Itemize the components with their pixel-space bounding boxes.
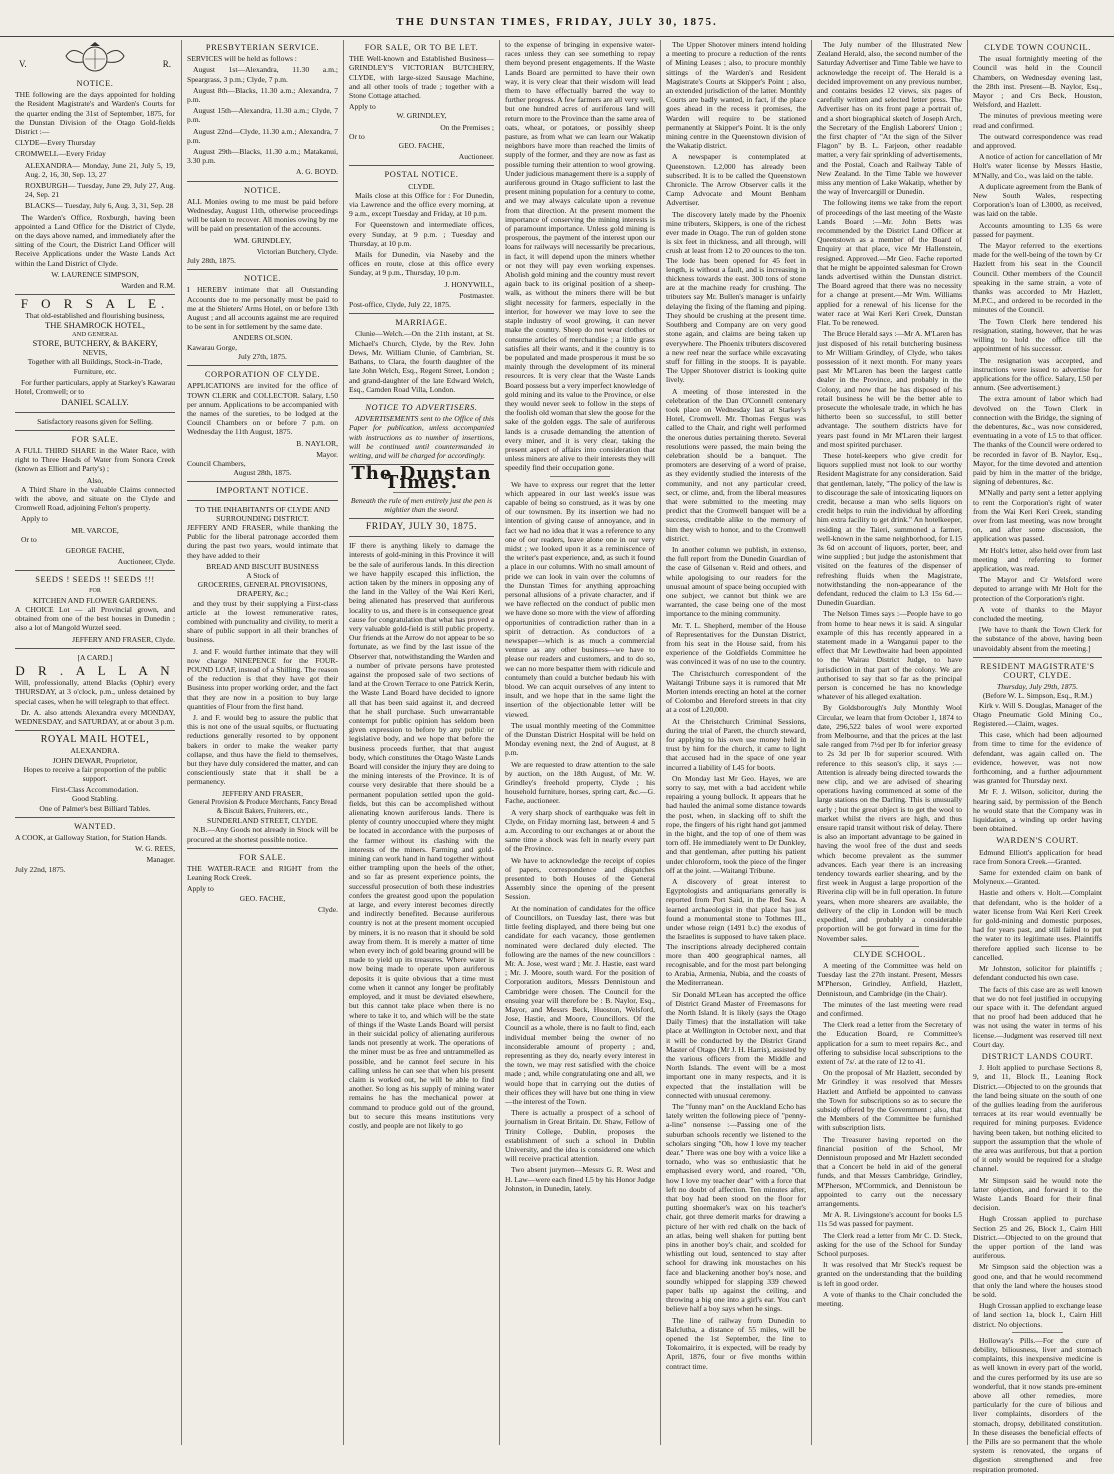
warden-para: Hastie and others v. Holt.—Complaint that defendant, who is the holder of a water license from Wai Keri Keri Creek for gold-mining and domestic purposes, had for years past, and still failed to put the water to its legitimate uses. Plaintiffs therefore applied such license to be cancelled.	[973, 888, 1102, 962]
grindley-date: July 28th, 1875.	[187, 256, 236, 266]
billiard: One of Palmer's best Billiard Tables.	[39, 803, 151, 813]
jf-body-2: and they trust by their supplying a First-class article at the lowest remunerative rates, combined with punctuality and civility, to merit a share of public support in all their branches of business.	[187, 598, 338, 645]
rm-court-heading: RESIDENT MAGISTRATE'S COURT, CLYDE.	[980, 661, 1095, 680]
seeds-body: A CHOICE Lot — all Provincial grown, and obtained from one of the best houses in Dunedin ; also a lot of Mangold Wurzel seed.	[15, 604, 175, 633]
warden-para: Edmund Elliott's application for head race from Sonora Creek.—Granted.	[973, 847, 1102, 866]
warden-note: The Warden's Office, Roxburgh, having been appointed a Land Office for the District of Clyde, on the days above named, and immediately after the sitting of the Court, the District Land Officer will Receive Applications under the Waste Lands Act within the Land District of Clyde.	[15, 212, 175, 268]
royal-place: ALEXANDRA.	[70, 746, 120, 756]
rm-para: Mr F. J. Wilson, solicitor, during the hearing said, by permission of the Bench he would state that the Company was in liquidation, a winding up order having been obtained.	[973, 787, 1102, 834]
forsale2-heading: FOR SALE.	[71, 434, 119, 444]
apply-to: Apply to	[349, 102, 376, 112]
school-para: The minutes of the last meeting were read and confirmed.	[817, 999, 962, 1018]
presbyterian-line: August 15th—Alexandra, 11.30 a.m.; Clyde, 7 p.m.	[187, 106, 338, 125]
naylor-title: Mayor.	[316, 449, 338, 459]
news-para: The discovery lately made by the Phoenix mine tributers, Skippers, is one of the richest ever made in Otago. The run of golden stone is six feet in thickness, and all through, will crush at least from 12 to 20 ounces to the ton. The lode has been opened for 45 feet in length, is without a fault, and is increasing in thickness towards the east. 300 tons of stone are at the machine ready for crushing. The tributers say Mr. Bullen's manager is unfairly delaying the fixing of the flaming and piping. They should be crushing at the present time. Southberg and Company are on very good stone again, and claims are being taken up everywhere. The Phoenix tributers discovered a new reef near the surface while excavating stuff for filling in the stoops. It is payable. The Upper Shotover district is looking quite lively.	[666, 209, 806, 385]
news-para: Sir Donald M'Lean has accepted the office of District Grand Master of Freemasons for the North Island. It is likely (says the Otago Daily Times) that the installation will take place at Wellington in October next, and that it will be conducted by the District Grand Master of Otago (Mr J. H. Harris), assisted by the various officers from the Middle and North Islands. The event will be a most important one in many respects, and it is expected that the installation will be connected with unusual ceremony.	[666, 989, 806, 1100]
warden-para: The facts of this case are as well known that we do not feel justified in occupying our space with it. The defendant argued that no proof had been adduced that he was not using the water in terms of his license.—Judgment was reserved till next Court day.	[973, 984, 1102, 1049]
jf-trade: General Provision & Produce Merchants, Fancy Bread & Biscuit Bakers, Fruiterers, etc.,	[188, 798, 337, 816]
news-para: The July number of the Illustrated New Zealand Herald, also, the second number of the Saturday Advertiser and Time Table we have to acknowledge the receipt of. The Herald is a decided improvement on any previous number, and contains besides 12 views, six pages of carefully written and selected letter press. The Advertiser has on its front page a portrait of, and a short biographical sketch of Joseph Arch, the Secretary of the English Laborers' Union ; the first chapter of "At the sign of the Silver Flagon" by B. L. Farjeon, other readable matter, a very fair sprinkling of advertisements, and the Postal, Coach and Railway Table of New Zealand. In the Time Table we however miss any mention of Lake Wakatip, whether by the way of Invercargill or Dunedin.	[817, 40, 962, 197]
council-para: The outward correspondence was read and approved.	[973, 131, 1102, 151]
also: Also,	[86, 475, 104, 485]
council-para: A vote of thanks to the Mayor concluded the meeting.	[973, 604, 1102, 623]
columns	[10, 40, 1106, 1474]
court-alexandra: ALEXANDRA— Monday, June 21, July 5, 19, Aug. 2, 16, 30, Sep. 13, 27	[25, 160, 175, 179]
grindley-title: Victorian Butchery, Clyde.	[256, 246, 338, 256]
nevis: NEVIS,	[82, 348, 108, 358]
royal-heading: ROYAL MAIL HOTEL,	[40, 734, 150, 746]
sale-body: THE Well-known and Established Business—GRINDLEY'S VICTORIAN BUTCHERY, CLYDE, with large-sized Sausage Machine, and all other tools of trade ; together with a Stone Cottage attached.	[349, 54, 494, 101]
warden-title: Warden and R.M.	[121, 281, 175, 291]
council-para: Accounts amounting to L35 6s were passed for payment.	[973, 220, 1102, 239]
warden-court-heading: WARDEN'S COURT.	[996, 836, 1079, 846]
fache-title: Auctioneer.	[458, 152, 494, 162]
rm-para: This case, which had been adjourned from time to time for the evidence of defendant, was again called on. The evidence, however, was not now forthcoming, and a further adjournment was granted for Thursday next.	[973, 730, 1102, 786]
marriage-body: Clunie—Welch.—On the 21th instant, at St. Michael's Church, Clyde, by the Rev. John Dews, Mr. William Clunie, of Cambrian, St. Bathans, to Clara, the fourth daughter of the late John Welch, Esq., Regent Street, London ; and grand-daughter of the late Edward Welch, Esq., Camden Road Villa, London.	[349, 329, 494, 394]
dateline: FRIDAY, JULY 30, 1875.	[365, 521, 478, 532]
stabling: Good Stabling.	[72, 794, 118, 804]
notice2-heading: NOTICE.	[244, 274, 281, 284]
seeds-for: FOR	[89, 587, 101, 594]
varcoe: MR. VARCOE,	[71, 525, 119, 535]
council-para: [We have to thank the Town Clerk for the substance of the above, having been unavoidably absent from the meeting.]	[973, 625, 1102, 653]
seeds-heading: SEEDS ! SEEDS !! SEEDS !!!	[35, 575, 155, 585]
notice1-heading: NOTICE.	[244, 185, 281, 195]
satisfactory: Satisfactory reasons given for Selling.	[37, 416, 153, 426]
fache-place: Clyde.	[317, 904, 338, 914]
holloway-ad: Holloway's Pills.—For the cure of debility, biliousness, liver and stomach complaints, this inexpensive medicine is as well known in every part of the world, and the cures performed by its use are so wonderful, that it now stands pre-eminent above all other remedies, more particularly for the cure of bilious and liver complaints, disorders of the stomach, dropsy, debilitated constitution. In these diseases the beneficial effects of the Pills are so permanent that the whole system is renovated, the organs of digestion strengthened and free respiration promoted.	[973, 1335, 1102, 1474]
jf-body: JEFFERY AND FRASER, while thanking the Public for the liberal patronage accorded them during the past two years, would intimate that they have added to their	[187, 522, 338, 560]
olson-date: July 27th, 1875.	[238, 351, 287, 361]
royal-crest-block	[15, 42, 175, 76]
lands-para: Mr Simpson said the objection was a good one, and that he would recommend that only the land where the houses stood be sold.	[973, 1262, 1102, 1299]
editorial: IF there is anything likely to damage the interests of gold-mining in this Province it will be the sale of auriferous lands. In this direction we have happily escaped this infliction, the action taken by the miners in opposing any of the land in the Valley of the Wai Keri Keri, being alienated has preserved that auriferous locality to us, and there is in consequence great cause for congratulation that what has proved a very valuable gold-field is still public property. Our friends at the Arrow do not appear to be so fortunate, as we find by the last issue of the Observer that, notwithstanding the Warden and a number of private persons have protested against the proposed sale of two sections of land at the Crown Terrace to one Patrick Kerin, the Waste Land Board have decided to ignore all that has been said against it, and decreed that he shall purchase. Such unwarrantable contempt for public opinion has seldom been given expression to before by any public or legislative body, and we hope that before the business proceeds further, that that august body, which constitutes the Otago Waste Lands Board will consider the injury they are doing to the mining interests of the Province. It is of course very desirable that there should be a permanent population settled upon the gold-fields, but this can be accomplished without alienating known auriferous lands. There is plenty of country unoccupied where they might be located in accordance with the purposes of the farmer without its clashing with the interests of the miners. Farming and gold-mining can work hand in hand together without either trampling upon the heels of the other, and so far as present experience points, the successful prosecution of both these industries confers the greatest good upon the population at large, and every interest becomes directly and indirectly benefited. Because auriferous country is not at the present moment occupied by miners, it is no reason that it should be sold away from them. It is merely a matter of time when every inch of gold bearing ground will be made to yield up its treasures. Where water is now being made to operate upon auriferous deposits it is quite obvious that a time must come when it cannot any longer be profitably employed, and it must be deviated elsewhere, but this cannot take place when there is no where to take it to, and which will be the state of things if the Waste Lands Board will persist in their suicidal policy of alienating auriferous lands not presently at work. The operations of the miner must be as free and untrammelled as possible, and he cannot feel secure in his calling unless he can see that when his present claim is worked out, he will be able to find another. So long as his supply of mining water remains he has the mechanical power at command to produce gold out of the ground, but to secure this means institutions very costly, and people are not likely to go	[349, 541, 494, 1130]
postal-body-3: Mails for Dunedin, via Naseby and the offices en route, close at this office every Sunday, at 9 p.m., Thursday, 10 p.m.	[349, 250, 494, 278]
council-para: M'Nally and party sent a letter applying to rent the Corporation's right of water from the Wai Keri Keri Creek, standing over from last meeting, was now brought on, and after some discussion, the application was passed.	[973, 488, 1102, 544]
postal-heading: POSTAL NOTICE.	[384, 170, 459, 180]
postal-body-2: For Queenstown and intermediate offices, every Sunday, at 9 p.m. ; Tuesday and Thursday, at 10 p.m.	[349, 220, 494, 248]
news-para: These hotel-keepers who give credit for liquors supplied must not look to our worthy Resident Magistrate for any consideration. Said that gentleman, lately, "The policy of the law is to discourage the sale of intoxicating liquors on credit, because a man who sells liquors on credit helps to ruin the individual by affording him extra facility to get drink." An hotelkeeper, residing at the Taieri, summoned a farmer, well-known in the same neighborhood, for L15 3s 6d on account of liquors, porter, beer, and wine supplied ; but judge the astonishment that visited on the features of the dispenser of refreshing fluids when the Magistrate, notwithstanding the non-appearance of the defendant, reduced the claim to L3 15s 6d.—Dunedin Guardian.	[817, 450, 962, 608]
seeds-kitchen: KITCHEN AND FLOWER GARDENS.	[32, 595, 158, 605]
notice2-body: I HEREBY intimate that all Outstanding Accounts due to me personally must be paid to me at the Shieters' Arms Hotel, on or before 13th August ; and all accounts against me are required to be sent in for settlement by the same date.	[187, 285, 338, 332]
presbyterian-line: August 1st—Alexandra, 11.30 a.m.; Speargrass, 3 p.m.; Clyde, 7 p.m.	[187, 65, 338, 84]
corporation-body: APPLICATIONS are invited for the office of TOWN CLERK and COLLECTOR. Salary, L50 per annum. Applications to be accompanied with the names of the sureties, to be lodged at the Council Chambers on or before 7 p.m. on Wednesday the 11th August, 1875.	[187, 381, 338, 437]
council-para: The extra amount of labor which had devolved on the Town Clerk in connection with the Bridge, the signing of the debentures, &c., was now considered, eventuating in a vote of L5 to that officer. The thanks of the Council were ordered to be recorded in favor of B. Naylor, Esq., Mayor, for the time devoted and attention paid by him in the matter of the bridge, signing of debentures, &c.	[973, 394, 1102, 487]
chambers: Council Chambers,	[187, 458, 246, 468]
news-para: We have to express our regret that the letter which appeared in our last week's issue was capable of being so construed, as it was by one of our townsmen. By its insertion we had no intention of giving cause of annoyance, and in fact we had no idea that it was a reference to any one of our readers, leave alone one in our very midst ; we looked upon it as a reminiscence of the writer's past experience, and, as such it found a place in our columns. With no small amount of pride we can look in vain over the columns of the Dunstan Times for anything approaching personal allusions of a private character, and if we have reflected on the conduct of public men we have done so more with the view of affording opportunities of contradiction rather than in a spirit of detraction. As conductors of a newspaper—which is as much a commercial venture as any other business—we have to please our readers and customers, and to do so, we can no more bespatter them with ridicule and contumely than could a butcher bedaub his with blood. We can acquit ourselves of any intent to insult, and we hope that in the same light the insertion of the objectionable letter will be viewed.	[505, 479, 655, 719]
masthead-title: THE DUNSTAN TIMES, FRIDAY, JULY 30, 1875.	[396, 16, 718, 28]
third-share: A Third Share in the valuable Claims connected with the above, and situate on the Clyde and Cromwell Road, adjoining Felton's property.	[15, 484, 175, 513]
jf-signature: JEFFERY AND FRASER,	[222, 788, 303, 798]
crest-left-letter: V.	[19, 59, 27, 69]
news-para: Two absent jurymen—Messrs G. R. West and H. Law—were each fined L5 by his Honor Judge Johnston, in Dunedin, lately.	[505, 1165, 655, 1193]
news-para: A newspaper is contemplated at Queenstown. L2,000 has already been subscribed. It is to be called the Queenstown Chronicle. The Arrow Observer calls it the Camp Advocate and Mount Benham Advertiser.	[666, 152, 806, 208]
jf-street: SUNDERLAND STREET, CLYDE.	[207, 816, 318, 826]
chambers-date: August 28th, 1875.	[233, 468, 292, 478]
news-para: The Nelson Times says :—People have to go from home to hear news it is said. A singular example of this has recently appeared in a statement made in a Wanganui paper to the effect that Mr Lewthwaite had been appointed to the Wairau District Judge, to have jurisdiction in that part of the colony. We are authorised to say that so far as the principal person is concerned he has no knowledge whatever of his alleged exaltation.	[817, 609, 962, 702]
news-para: A meeting of those interested in the celebration of the Dan O'Connell centenary took place on Wednesday last at Starkey's Hotel, Cromwell. Mr. Thomas Fergus was called to the Chair, and right well performed the onerous duties pertaining thereto. Several resolutions were passed, the main being the celebration should be a banquet. The promoters are deserving of a word of praise, as they evidently studied the interests of the community, and not any particular creed, sect, or clime, and, from the liberal measures that were submitted to the meeting may predict that the Cromwell banquet will be a success, creditable alike to the memory of him they wish to honor, and to the Cromwell district.	[666, 386, 806, 543]
lands-para: Hugh Crossan applied to purchase Section 25 and 26, Block I., Cairn Hill District.—Objected to on the ground that the upper portion of the land was auriferous.	[973, 1214, 1102, 1261]
particulars: For further particulars, apply at Starkey's Kawarau Hotel, Cromwell; or to	[15, 377, 175, 397]
column-2	[181, 40, 343, 1445]
dewar: JOHN DEWAR, Proprietor,	[52, 755, 138, 765]
rm-date: Thursday, July 29th, 1875.	[997, 682, 1078, 692]
lands-para: J. Holt applied to purchase Sections 8, 9, and 11, Block II., Leaning Rock District.—Objected to on the grounds that the land being situate on the south of one of the gullies leading from the auriferous terraces at its rear would eventually be required for mining purposes. Evidence having been taken, but nothing elicited to support the assumption that the whole of the area was auriferous, but that a portion of it only would be required for a sludge channel.	[973, 1063, 1102, 1174]
lands-para: Hugh Crossan applied to exchange lease of land section 1a, block I., Cairn Hill district. No objections.	[973, 1301, 1102, 1329]
naylor: B. NAYLOR,	[296, 438, 338, 448]
presbyterian-line: August 8th—Blacks, 11.30 a.m.; Alexandra, 7 p.m.	[187, 85, 338, 105]
crest-right-letter: R.	[162, 59, 171, 69]
warden-signature: W. LAURENCE SIMPSON,	[51, 269, 139, 279]
news-para: Mr. T. L. Shepherd, member of the House of Representatives for the Dunstan District, from his seat in the House said, from his experience of the Goldfields Committee he was convinced it was of no use to the country.	[666, 620, 806, 667]
boyd-signature: A. G. BOYD.	[296, 167, 338, 177]
presbyterian-intro: SERVICES will be held as follows :	[187, 54, 297, 64]
forsale-heading: F O R S A L E.	[20, 296, 170, 312]
news-para: The "funny man" on the Auckland Echo has lately written the following piece of "penny-a-line" nonsense :—Passing one of the suburban schools recently we listened to the scholars singing "Oh, how I love my teacher dear." There was one boy with a voice like a tornado, who was so enthusiastic that he emphasised every word, and roared, "Oh, how I love my teacher dear" with a force that left no doubt of affection. Ten minutes after, that boy had been stood on the floor for putting shoemaker's wax on his teacher's chair, got three demerit marks for drawing a picture of her with red chalk on the back of an atlas, being well shaken for putting bent pins in another boy's chair, and scolded for whistling out loud, sentenced to stay after school for drawing ink moustaches on his face and blackening another boy's nose, and soundly whipped for slapping 339 chewed paper balls up against the ceiling, and throwing a big one into a girl's ear. You can't believe half a boy says when he sings.	[666, 1101, 806, 1314]
school-para: The Treasurer having reported on the financial position of the School, Mr Dennistoun proposed and Mr Hazlett seconded that a Concert be held in aid of the general funds, and that Messrs Cambridge, Grindley, M'Pherson, M'Cormmick, and Dennistoun be appointed to carry out the necessary arrangements.	[817, 1134, 962, 1208]
council-para: The resignation was accepted, and instructions were issued to advertise for applications for the office. Salary, L50 per annum. (See advertisement.)	[973, 355, 1102, 393]
premises: On the Premises ;	[440, 122, 494, 132]
presbyterian-heading: PRESBYTERIAN SERVICE.	[205, 43, 320, 52]
shamrock-general: AND GENERAL	[71, 330, 119, 338]
news-para: On Monday last Mr Geo. Hayes, we are sorry to say, met with a bad accident while repairing a young bullock. It appears that he had hauled the animal some distance towards the post, when, in slacking off to shift the rope, the fingers of his right hand got jammed in the hight, and the top of one of them was torn off. He immediately went to Dr Dunkley, and that gentleman, after putting his patient under chloroform, took the piece of the finger off at the joint. —Waitangi Tribune.	[666, 773, 806, 875]
dewar-body: Hopes to receive a fair proportion of the public support.	[23, 764, 167, 783]
sale-heading: FOR SALE, OR TO BE LET.	[364, 43, 479, 52]
card-label: [A CARD.]	[77, 652, 113, 662]
allan-heading: D R . A L L A N	[15, 662, 175, 678]
olson-place: Kawarau Gorge,	[187, 342, 238, 352]
groceries: GROCERIES, GENERAL PROVISIONS, DRAPERY, &c.;	[197, 580, 328, 599]
column-7	[967, 40, 1107, 1474]
presbyterian-line: August 22nd—Clyde, 11.30 a.m.; Alexandra, 7 p.m.	[187, 126, 338, 145]
council-para: The Town Clerk here tendered his resignation, stating, however, that he was willing to hold the office till the appointment of his successor.	[973, 316, 1102, 354]
court-roxburgh: ROXBURGH— Tuesday, June 29, July 27, Aug. 24, Sep. 21	[25, 181, 175, 200]
seeds-signature: JEFFERY AND FRASER, Clyde.	[72, 634, 175, 644]
together-line: Together with all Buildings, Stock-in-Trade, Furniture, etc.	[27, 357, 163, 376]
notice-body: THE following are the days appointed for holding the Resident Magistrate's and Warden's Courts for the quarter ending the 31st of September, 1875, for the Dunstan Division of the Otago Gold-fields District :—	[15, 90, 175, 137]
postal-body: Mails close at this Office for : For Dunedin, via Lawrence and the office every morning, at 9 a.m., except Tuesday and Friday, at 10 p.m.	[349, 190, 494, 219]
warden-para: Same for extended claim on bank of Molyneux.—Granted.	[973, 868, 1102, 887]
advertisers-heading: NOTICE TO ADVERTISERS.	[365, 402, 478, 412]
notice1-body: ALL Monies owing to me must be paid before Wednesday, August 11th, otherwise proceedings will be taken to recover. All monies owing by me will be paid on presentation of the accounts.	[187, 196, 338, 234]
warden-para: Mr Johnston, solicitor for plaintiffs ; defendant conducted his own case.	[973, 964, 1102, 983]
apply-to: Apply to	[21, 514, 48, 524]
school-para: A meeting of the Committee was held on Tuesday last the 27th instant. Present, Messrs M'Pherson, Grindley, Attfield, Hazlett, Dennistoun, and Cambridge (in the Chair).	[817, 960, 962, 998]
advertisers-body: ADVERTISEMENTS sent to the Office of this Paper for publication, unless accompanied with instructions as to number of insertions, will be continued until countermanded in writing, and will be charged for accordingly.	[349, 414, 494, 460]
marriage-heading: MARRIAGE.	[395, 318, 448, 328]
wanted-body: A COOK, at Galloway Station, for Station Hands.	[15, 833, 167, 843]
council-para: The Mayor referred to the exertions made for the well-being of the town by Cr Hazlett from his seat in the Council Council. Other members of the Council speaking in the same strain, a vote of thanks was accorded to Mr Hazlett, M.P.C., and ordered to be recorded in the minutes of the Council.	[973, 241, 1102, 315]
column-6	[811, 40, 967, 1445]
news-para: The usual monthly meeting of the Committee of the Dunstan District Hospital will be held on Monday evening next, the 2nd of August, at 8 p.m.	[505, 720, 655, 758]
council-para: The Mayor and Cr Welsford were deputed to arrange with Mr Holt for the protection of the Corporation's right.	[973, 575, 1102, 603]
news-para: The Bruce Herald says :—Mr A. M'Laren has just disposed of his retail butchering business to Mr William Grindley, of Clyde, who takes possession of it next month. For many years past Mr M'Laren has been the largest cattle dealer in the Province, and probably in the Colony, and now that he has disposed of his retail business he will be the better able to prosecute the wholesale trade, in which he has hitherto been so successful, to still better advantage. The southern districts have for years past found in Mr M'Laren their largest and most spirited purchaser.	[817, 329, 962, 449]
school-para: The Clerk read a letter from Mr C. D. Steck, asking for the use of the School for Sunday School purposes.	[817, 1230, 962, 1258]
news-para: The Upper Shotover miners intend holding a meeting to procure a reduction of the rents of Mining Leases ; also, to procure monthly sittings of the Warden's and Resident Magistrate's Courts at Skipper's Point ; also, an extended jurisdiction of the latter. Monthly Courts are badly wanted, in fact, if the place goes ahead in the recess it promises, the Warden will require to be stationed permanently at Skipper's Point. It is the only mining centre in the Queenstown division of the Wakatip district.	[666, 40, 806, 151]
rm-para: Kirk v. Will S. Douglas, Manager of the Otago Pneumatic Gold Mining Co., Registered.—Claim, wages.	[973, 700, 1102, 729]
news-para: We are requested to draw attention to the sale by auction, on the 18th August, of Mr. W. Grindley's freehold property, Clyde ; his household furniture, horses, spring cart, &c.—G. Fache, auctioneer.	[505, 759, 655, 806]
presbyterian-line: August 29th—Blacks, 11.30 a.m.; Matakanui, 3.30 p.m.	[187, 147, 338, 166]
store-line: STORE, BUTCHERY, & BAKERY,	[32, 338, 158, 349]
district-lands-heading: DISTRICT LANDS COURT.	[981, 1051, 1094, 1061]
news-para: The Christchurch correspondent of the Waitangi Tribune says it is rumored that Mr Morten intends erecting an hotel at the corner of Colombo and Hereford streets in that city at a cost of L20,000.	[666, 668, 806, 715]
first-class: First-Class Accommodation.	[51, 785, 139, 795]
news-para: By Goldsborough's July Monthly Wool Circular, we learn that from October 1, 1874 to date, 296,522 bales of wool were exported from Melbourne, and that the prices at the last sale ranged from 7½d per lb for inferior greasy to 2s 3d per lb for superior scoured. With reference to this season's clip, it says :—Attention is already being directed towards the new clip, and we are advised of shearing operations having commenced at some of the large stations on the Darling. This is unusually early ; but the great object is to get the wool to market whilst the rivers are high, and thus ensure rapid transit without risk of delay. There is also an important advantage to be gained in having the wool free of the dust and seeds which become prevalent as the summer advances. Each year there is an increasing tendency towards earlier shearing, and by the first week in August a large proportion of the Riverina clip will be in full operation. In future years, when more shearers are available, the delivery of the clip in London will be much expedited, and probably a considerable proportion will be got forward in time for the November sales.	[817, 703, 962, 943]
shamrock-hotel: THE SHAMROCK HOTEL,	[44, 319, 146, 330]
news-para: The following items we take from the report of proceedings of the last meeting of the Waste Lands Board :—Mr. John Betts was recommended by the District Land Officer at Queenstown as a member of the Board of Enquiry at that place, vice Mr Hallenstein, resigned. Approved.—Mr Geo. Fache reported that he might be appointed salesman for Crown lands advertised within the Dunstan district. The Board agreed that there was no necessity for a change at present.—Mr Wm. Williams applied for a renewal of his license for the water race at Wai Keri Keri Creek, Dunstan Flat. To be renewed.	[817, 198, 962, 328]
news-para: At the nomination of candidates for the office of Councillors, on Tuesday last, there was but little feeling displayed, and there being but one candidate for each vacancy, those gentlemen nominated were declared duly elected. The following are the names of the new councillors : Mr. A. Jose, west ward ; Mr. J. Hastie, east ward ; Mr. J. Moore, south ward. For the position of Corporation auditors, Messrs Dennistoun and Cambridge were chosen. The Council for the ensuing year will therefore be : B. Naylor, Esq., Mayor, and Messrs Beck, Huoston, Welsford, Jose, Hastie, and Moore, Councillors. Of the Council as a whole, there is no fault to find, each individual member being the owner of no inconsiderable amount of property ; and, representing as they do, nearly every interest in the town, we may rest satisfied with the choice made ; and, while congratulating one and all, we would hope that in carrying out the duties of their offices they will have but one thing in view—the interest of the Town.	[505, 903, 655, 1106]
bread-biscuit: BREAD AND BISCUIT BUSINESS	[206, 561, 319, 571]
council-para: The minutes of previous meeting were read and confirmed.	[973, 111, 1102, 130]
editorial-cont: to the expense of bringing in expensive water-races unless they can see something to repay them beyond present engagements. If the Waste Lands Board are permitted to have their own way, it is very clear that their wisdom will lead them to have effectually barred the way to further progress. A few farmers are all very well, but one hundred acres of auriferous land will return more to the Province than the same area of oats, wheat, or potatoes, or possibly sheep pasture, as from what we can learn our Wakatip neighbors have more than reached the limits of supply of the former, and they are now as fast as possible turning their attention to wool growing. Under judicious management there is a supply of auriferous ground in Otago sufficient to last the present mining population for a century to come, and we may always calculate upon a revenue from that direction. At the present moment the importance of conserving the mining interests is of paramount importance. Unless gold mining is prosperous, the payment of the interest upon our loans for railways will necessarily be precarious, in fact, it will depend upon the miners whether or not they will pay even working expenses. Abolish gold mining and the country must revert again back to its original position of a sheep-walk, as without the miners there will be but slight necessity for farmers, especially in the interior, for however we may love to see the staple industry of wool growing, it can never make the country. Sheep do not wear clothes or consume articles of merchandise ; a little grass satisfies all their wants, and it the country is to be populated and made prosperous it must be so mainly through the development of its mineral resources. It is very clear that the Waste Lands Board possess but a very imperfect knowledge of gold mining and its value to the Province, or else they would never seek to follow in the steps of the foolish old woman that slew the goose for the sake of the golden eggs. The sale of auriferous lands is a crusade demanding the attention of every miner, and it is very clear, taking the present aspect of affairs into consideration that unless miners are alive to their interests they will speedily find their occupation gone.	[505, 40, 655, 473]
olson: ANDERS OLSON.	[232, 333, 293, 343]
council-heading: CLYDE TOWN COUNCIL.	[984, 43, 1091, 52]
school-para: A vote of thanks to the Chair concluded the meeting.	[817, 1289, 962, 1309]
court-blacks: BLACKS— Tuesday, July 6, Aug. 3, 31, Sep. 28	[25, 201, 174, 211]
rm-before: (Before W. L. Simpson, Esq., R.M.)	[982, 691, 1093, 701]
column-1	[10, 40, 180, 1445]
lands-para: Mr Simpson said he would note the latter objection, and forward it to the Waste Lands Board for their final decision.	[973, 1175, 1102, 1213]
important-heading: IMPORTANT NOTICE.	[216, 486, 309, 496]
royal-crest-icon	[60, 42, 130, 74]
council-para: The usual fortnightly meeting of the Council was held in the Council Chambers, on Wednesday evening last, the 28th inst. Present—B. Naylor, Esq., Mayor ; and Crs Beck, Houston, Welsford, and Hazlett.	[973, 54, 1102, 110]
school-para: On the proposal of Mr Hazlett, seconded by Mr Grindley it was resolved that Messrs Hazlett and Attfield be appointed to canvass the Town for subscriptions so as to secure the subsidy offered by the Government ; also, that the Members of the Committee be furnished with subscription lists.	[817, 1068, 962, 1133]
news-para: A discovery of great interest to Egyptologists and antiquarians generally is reported from Port Said, in the Red Sea. A learned archaeologist in that place has just found a monumental stone to Tothmes III., under whose reign (1491 b.c) the exodus of the Israelites is supposed to have taken place. The inscriptions already deciphered contain more than 400 geographical names, all recognisable, and for the most part belonging to Arabia, Armenia, Nubia, and the coasts of the Mediterranean.	[666, 877, 806, 988]
fache: GEO. FACHE,	[239, 893, 286, 903]
corporation-heading: CORPORATION OF CLYDE.	[204, 370, 321, 380]
forsale-heading: FOR SALE.	[239, 852, 286, 862]
rees-title: Manager.	[146, 855, 175, 865]
notice-heading: NOTICE.	[76, 79, 114, 88]
court-clyde: CLYDE—Every Thursday	[15, 138, 96, 148]
forsale-body: THE WATER-RACE and RIGHT from the Leaning Rock Creek.	[187, 864, 338, 883]
fache: GEO. FACHE,	[398, 141, 445, 151]
school-heading: CLYDE SCHOOL.	[853, 949, 926, 959]
inhabitants: TO THE INHABITANTS OF CLYDE AND SURROUNDING DISTRICT.	[195, 504, 330, 523]
school-para: Mr A. R. Livingstone's account for books L5 11s 5d was passed for payment.	[817, 1210, 962, 1229]
wanted-date: July 22nd, 1875.	[15, 864, 66, 874]
jf-body-4: J. and F. would beg to assure the public that this is not one of the usual squibs, or fluctuating reductions generally resorted to by opponent bakers in order to make the weaker party collapse, and thus have the field to themselves, but they have duly considered the matter, and can conscientiously state that it shall be a permanency.	[187, 713, 338, 787]
grindley: WM. GRINDLEY,	[233, 235, 292, 245]
honywill: J. HONYWILL,	[444, 279, 494, 289]
column-4	[499, 40, 660, 1445]
news-para: A very sharp shock of earthquake was felt in Clyde, on Friday morning last, between 4 and 5 a.m. According to our exchanges at or about the same time a shock was felt in nearly every part of the Province.	[505, 807, 655, 854]
fache-title: Auctioneer, Clyde.	[117, 557, 175, 567]
fache: GEORGE FACHE,	[65, 545, 125, 555]
news-para: At the Christchurch Criminal Sessions, during the trial of Parett, the church steward, for applying to his own use money held in trust by him for the church, it came to light that accused had in the space of one year incurred a liability of L45 for boots.	[666, 716, 806, 772]
council-para: A notice of action for cancellation of Mr Holt's water license by Messrs Hastie, M'Nally, and Co., was laid on the table.	[973, 152, 1102, 180]
scally-signature: DANIEL SCALLY.	[61, 397, 129, 408]
news-para: There is actually a prospect of a school of journalism in Great Britain. Dr. Shaw, Fellow of Trinity College, Dublin, proposes the establishment of such a school in Dublin University, and the idea is considered one which will receive practical attention.	[505, 1108, 655, 1164]
or-to: Or to	[349, 131, 365, 141]
council-para: Mr Holt's letter, also held over from last meeting and referring to former application, was read.	[973, 545, 1102, 573]
grindley: W. GRINDLEY,	[396, 111, 447, 121]
forsale2-body: A FULL THIRD SHARE in the Water Race, with right to Three Heads of Water from Sonora Creek (known as Elliott and Party's) ;	[15, 445, 175, 474]
motto: Beneath the rule of men entirely just the pen is mightier than the sword.	[350, 495, 493, 514]
post-office-date: Post-office, Clyde, July 22, 1875.	[349, 300, 451, 310]
forsale-body: That old-established and flourishing business,	[25, 311, 165, 321]
jf-body-3: J. and F. would further intimate that they will now charge NINEPENCE for the FOUR-POUND LOAF, instead of a Shilling. The reason of the reduction is that they have got their Business into proper working order, and the fact that they are now in a position to buy large quantities of Flour from the first hand.	[187, 646, 338, 711]
postal-clyde: CLYDE.	[408, 181, 435, 191]
or-to: Or to	[21, 534, 37, 544]
column-5	[660, 40, 811, 1445]
newspaper-nameplate: The Dunstan Times.	[351, 463, 492, 494]
stock: A Stock of	[246, 570, 279, 580]
news-para: In another column we publish, in extenso, the full report from the Dunedin Guardian of the case of Gilsenan v. Reid and others, and while apologising to our readers for the unusual amount of space being occupied with one subject, we cannot but think we are warranted, the case being one of the most importance to the mining community.	[666, 544, 806, 619]
council-para: A duplicate agreement from the Bank of New South Wales, respecting Corporation's loan of L3000, as received, was laid on the table.	[973, 181, 1102, 219]
school-para: It was resolved that Mr Steck's request be granted on the understanding that the building is left in good order.	[817, 1260, 962, 1288]
news-para: The line of railway from Dunedin to Balclutha, a distance of 55 miles, will be opened the 1st September, the line to Tokomairiro, it is expected, will be ready by April, 1876, four or five months within contract time.	[666, 1315, 806, 1371]
court-cromwell: CROMWELL—Every Friday	[15, 149, 106, 159]
school-para: The Clerk read a letter from the Secretary of the Education Board, re Committee's application for a sum to meet repairs &c., and offering to subsidise local subscriptions to the extent of 7s/. at the rate of 12 to 41.	[817, 1020, 962, 1066]
allan-body: Will, professionally, attend Blacks (Ophir) every THURSDAY, at 3 o'clock, p.m., unless detained by special cases, when he will telegraph to that effect.	[15, 678, 175, 706]
masthead	[0, 14, 1114, 37]
postmaster: Postmaster.	[459, 290, 494, 300]
allan-body-2: Dr. A. also attends Alexandra every MONDAY, WEDNESDAY, and SATURDAY, at or about 3 p.m.	[15, 707, 175, 726]
rees: W. G. REES,	[134, 844, 175, 854]
apply-to: Apply to	[187, 884, 214, 894]
news-para: We have to acknowledge the receipt of copies of papers, correspondence and dispatches presented to both Houses of the General Assembly since the opening of the present Session.	[505, 855, 655, 902]
wanted-heading: WANTED.	[74, 821, 116, 831]
column-3	[343, 40, 499, 1445]
jf-nb: N.B.—Any Goods not already in Stock will be procured at the shortest possible notice.	[187, 825, 338, 844]
